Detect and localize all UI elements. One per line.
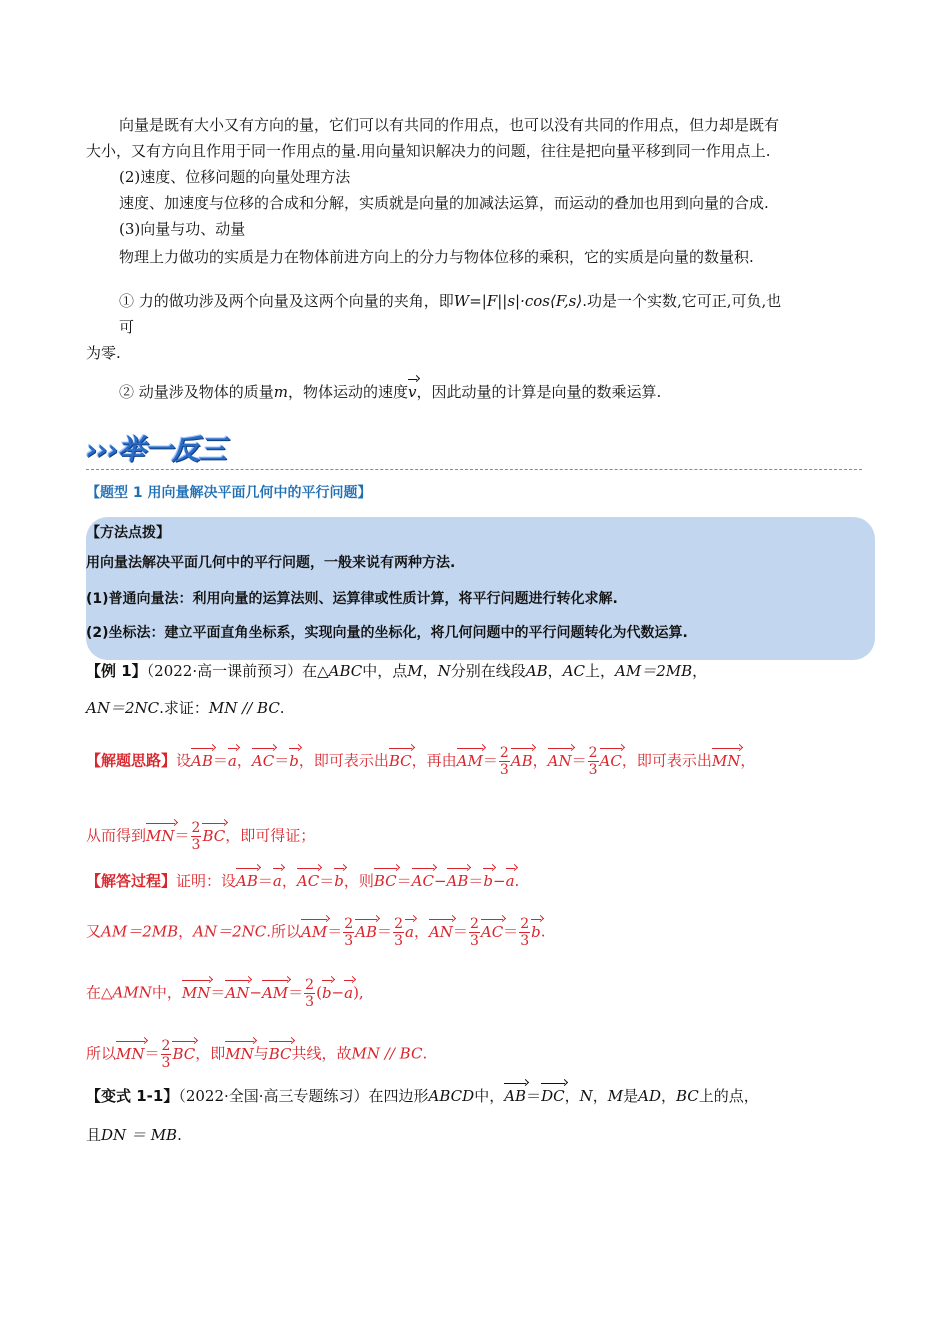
method-line1: 用向量法解决平面几何中的平行问题，一般来说有两种方法. [86, 555, 456, 571]
topic-title: 【题型 1 用向量解决平面几何中的平行问题】 [86, 485, 372, 501]
solution-idea-line2: 从而得到MN＝ $\frac{2}{3}$ BC，即可得证； [86, 820, 316, 853]
solution-process-line4: 所以MN＝ $\frac{2}{3}$ BC，即MN与BC共线，故MN // BC. [86, 1038, 428, 1071]
work-formula: W=|F||s|·cos⟨F,s⟩ [453, 292, 583, 310]
example1-line2: AN＝2NC.求证：MN // BC. [86, 699, 285, 717]
item-work-wrap: 可 [119, 318, 135, 336]
paragraph-work: 物理上力做功的实质是力在物体前进方向上的分力与物体位移的乘积，它的实质是向量的数量积. [119, 248, 754, 266]
paragraph-force-line2: 大小，又有方向且作用于同一作用点的量.用向量知识解决力的问题，往往是把向量平移到同一作用点上. [86, 142, 771, 160]
method-line3: (2)坐标法：建立平面直角坐标系，实现向量的坐标化，将几何问题中的平行问题转化为代数运算. [86, 625, 688, 641]
solution-idea-line1: 【解题思路】设AB＝a，AC＝b，即可表示出BC，再由AM＝ $\frac{2}{3}$ AB，AN＝ $\frac{2}{3}$ AC，即可表示出MN， [86, 745, 756, 778]
solution-process-line3: 在△AMN中，MN＝AN−AM＝ $\frac{2}{3}$ (b−a), [86, 977, 364, 1010]
section-banner: ›››举一反三 [86, 433, 226, 466]
method-box [86, 517, 875, 660]
paragraph-force-line1: 向量是既有大小又有方向的量，它们可以有共同的作用点，也可以没有共同的作用点，但力却是既有 [119, 116, 780, 134]
item-momentum: ② 动量涉及物体的质量m，物体运动的速度v，因此动量的计算是向量的数乘运算. [119, 383, 662, 401]
solution-process-line2: 又AM＝2MB，AN＝2NC.所以AM＝ $\frac{2}{3}$ AB＝ $\frac{2}{3}$ a，AN＝ $\frac{2}{3}$ AC＝ $\frac{2}{3}$ b. [86, 916, 546, 949]
variant1-line1: 【变式 1-1】（2022·全国·高三专题练习）在四边形ABCD中，AB＝DC，N，M是AD，BC上的点， [86, 1087, 759, 1105]
heading-work-momentum: (3)向量与功、动量 [119, 220, 246, 238]
method-line2: (1)普通向量法：利用向量的运算法则、运算律或性质计算，将平行问题进行转化求解. [86, 591, 618, 607]
chevrons-icon: ››› [86, 433, 118, 466]
item-work-end: 为零. [86, 344, 121, 362]
section-divider [86, 469, 862, 470]
heading-velocity: (2)速度、位移问题的向量处理方法 [119, 168, 351, 186]
example1-line1: 【例 1】（2022·高一课前预习）在△ABC中，点M，N分别在线段AB，AC上，AM＝2MB， [86, 662, 708, 680]
velocity-vector: v [408, 383, 417, 401]
variant1-line2: 且DN ＝ MB. [86, 1126, 182, 1144]
method-title: 【方法点拨】 [86, 525, 170, 541]
item-work-formula: ① 力的做功涉及两个向量及这两个向量的夹角，即W=|F||s|·cos⟨F,s⟩.功是一个实数,它可正,可负,也 [119, 292, 782, 310]
paragraph-velocity: 速度、加速度与位移的合成和分解，实质就是向量的加减法运算，而运动的叠加也用到向量的合成. [119, 194, 769, 212]
solution-process-line1: 【解答过程】证明：设AB＝a，AC＝b，则BC＝AC−AB＝b−a. [86, 872, 520, 890]
